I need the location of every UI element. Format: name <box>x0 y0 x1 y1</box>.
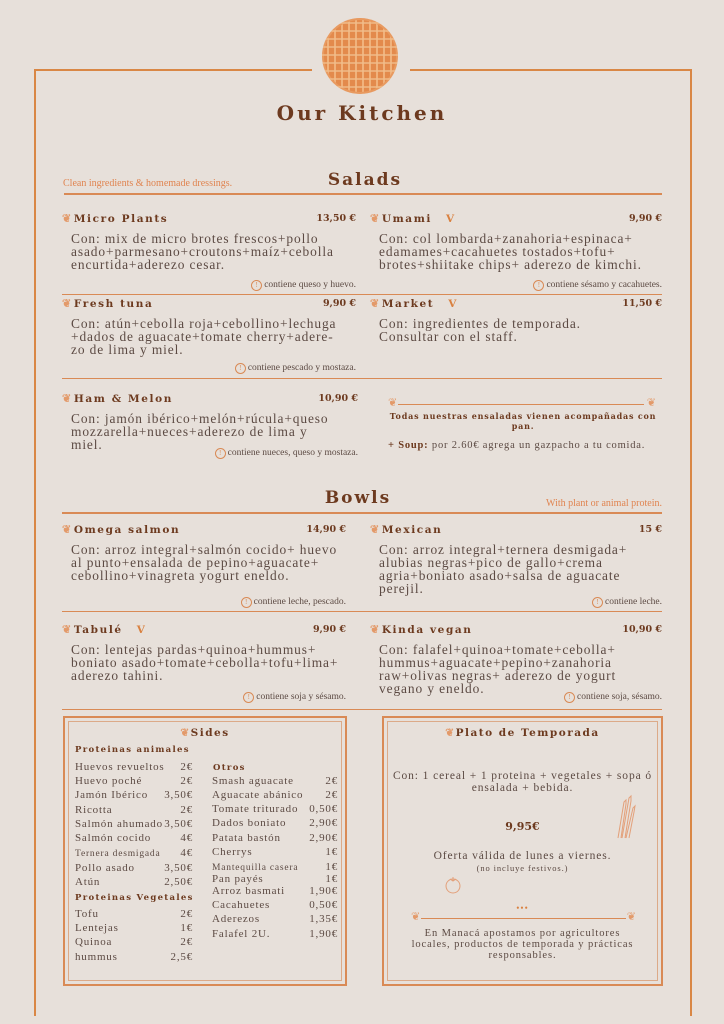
vegetarian-badge: V <box>136 624 147 636</box>
allergen-note <box>241 597 346 608</box>
side-item-price: 3,50€ <box>164 789 193 801</box>
menu-item <box>370 212 662 292</box>
side-item-name: Huevo poché <box>75 775 143 787</box>
allergen-info-icon: ! <box>241 597 252 608</box>
item-name-row <box>62 392 173 405</box>
allergen-text: contiene sésamo y cacahuetes. <box>546 280 662 290</box>
side-item-price: 2,50€ <box>164 876 193 888</box>
allergen-text: contiene queso y huevo. <box>264 280 356 290</box>
leaf-icon: ❦ <box>370 212 381 225</box>
side-item <box>75 862 193 874</box>
item-name: Mexican <box>381 524 443 536</box>
item-description: Con: atún+cebolla roja+cebollino+lechuga +dados de aguacate+tomate cherry+adere- zo de lima y miel. <box>71 316 337 357</box>
divider <box>64 193 662 195</box>
bread-note-ornament <box>388 398 656 412</box>
plato-box <box>382 716 663 986</box>
item-description: Con: jamón ibérico+melón+rúcula+queso mozzarella+nueces+aderezo de lima y miel. <box>71 411 329 452</box>
allergen-note <box>533 280 662 291</box>
plato-heading-text: Plato de Temporada <box>455 727 600 739</box>
side-item-name: Smash aguacate <box>212 775 294 787</box>
item-price: 14,90 € <box>306 524 346 535</box>
divider <box>62 709 662 710</box>
asparagus-icon <box>614 794 636 840</box>
side-item-name: Aguacate abánico <box>212 789 304 801</box>
item-description: Con: arroz integral+salmón cocido+ huevo al punto+ensalada de pepino+aguacate+ cebollino+vinagreta yogurt eneldo. <box>71 542 338 583</box>
leaf-icon: ❦ <box>388 397 398 409</box>
plato-offer-note: (no incluye festivos.) <box>476 863 569 873</box>
divider <box>62 294 662 295</box>
bowls-heading: Bowls <box>324 488 392 508</box>
side-item <box>75 761 193 773</box>
item-name-row <box>370 212 456 225</box>
side-item-price: 1,35€ <box>309 913 338 925</box>
side-item <box>75 789 193 801</box>
side-item <box>212 817 338 829</box>
vegetarian-badge: V <box>446 213 456 225</box>
menu-item <box>62 623 346 703</box>
side-item <box>75 936 193 948</box>
leaf-icon: ❦ <box>180 727 191 739</box>
item-name-row <box>370 623 473 636</box>
side-item-name: Arroz basmati <box>212 885 286 897</box>
side-item <box>75 804 193 816</box>
plato-description: Con: 1 cereal + 1 proteina + vegetales + sopa ó ensalada + bebida. <box>392 770 653 794</box>
leaf-icon: ❦ <box>62 392 73 405</box>
side-item <box>75 775 193 787</box>
item-name: Ham & Melon <box>73 393 173 405</box>
side-item-name: Jamón Ibérico <box>75 789 149 801</box>
side-item-name: Salmón ahumado <box>75 818 163 830</box>
side-item-name: Ternera desmigada <box>75 849 161 859</box>
sides-heading-text: Sides <box>190 727 230 739</box>
item-name: Tabulé <box>73 624 123 636</box>
side-item <box>75 922 193 934</box>
dots-ornament: ••• <box>516 903 529 913</box>
plato-offer: Oferta válida de lunes a viernes. <box>433 850 612 862</box>
leaf-icon: ❦ <box>626 911 636 923</box>
side-item-price: 3,50€ <box>164 862 193 874</box>
side-item-name: Patata bastón <box>212 832 281 844</box>
plato-heading <box>384 727 661 739</box>
item-price: 9,90 € <box>322 298 356 309</box>
soup-text: por 2.60€ agrega un gazpacho a tu comida. <box>431 440 646 451</box>
side-item-price: 1€ <box>325 873 338 885</box>
allergen-text: contiene pescado y mostaza. <box>247 363 356 373</box>
menu-item <box>62 297 356 377</box>
side-item-price: 1€ <box>325 861 338 873</box>
menu-item <box>62 392 358 472</box>
menu-item <box>62 212 356 292</box>
side-item-name: Huevos revueltos <box>75 761 165 773</box>
side-item-name: Tofu <box>75 908 99 920</box>
side-item-price: 2€ <box>180 804 193 816</box>
side-item-price: 2€ <box>180 761 193 773</box>
leaf-icon: ❦ <box>411 911 421 923</box>
leaf-icon: ❦ <box>62 523 73 536</box>
side-item-name: Dados boniato <box>212 817 287 829</box>
side-item-price: 2,90€ <box>309 832 338 844</box>
item-name-row <box>62 523 180 536</box>
side-item-name: Quinoa <box>75 936 113 948</box>
item-description: Con: ingredientes de temporada. Consultar con el staff. <box>379 316 581 344</box>
side-item-price: 1€ <box>325 846 338 858</box>
item-price: 9,90 € <box>312 624 346 635</box>
sides-heading <box>65 727 345 739</box>
side-item <box>75 908 193 920</box>
allergen-text: contiene soja y sésamo. <box>256 692 346 702</box>
menu-item <box>62 523 346 607</box>
item-price: 11,50 € <box>622 298 662 309</box>
allergen-note <box>564 692 662 703</box>
side-item-name: Cherrys <box>212 846 253 858</box>
salads-subtitle: Clean ingredients & homemade dressings. <box>63 178 233 189</box>
item-price: 15 € <box>638 524 662 535</box>
item-name: Omega salmon <box>73 524 181 536</box>
allergen-text: contiene leche. <box>605 597 662 607</box>
divider <box>62 611 662 612</box>
item-price: 10,90 € <box>318 393 358 404</box>
allergen-info-icon: ! <box>564 692 575 703</box>
side-item-price: 4€ <box>180 847 193 859</box>
allergen-text: contiene soja, sésamo. <box>577 692 662 702</box>
side-item-price: 3,50€ <box>164 818 193 830</box>
side-item-price: 2,90€ <box>309 817 338 829</box>
side-item-name: Pollo asado <box>75 862 135 874</box>
leaf-icon: ❦ <box>646 397 656 409</box>
plato-footer: En Manacá apostamos por agricultores locales, productos de temporada y prácticas responsables. <box>411 928 634 961</box>
allergen-info-icon: ! <box>215 448 226 459</box>
divider <box>62 512 662 514</box>
menu-item <box>370 297 662 377</box>
others-label: Otros <box>213 763 246 773</box>
side-item <box>212 873 338 885</box>
side-item-name: hummus <box>75 951 118 963</box>
side-item-price: 1€ <box>180 922 193 934</box>
side-item-price: 2€ <box>325 789 338 801</box>
leaf-icon: ❦ <box>370 523 381 536</box>
tomato-icon <box>444 876 462 894</box>
allergen-text: contiene nueces, queso y mostaza. <box>227 448 358 458</box>
side-item-name: Cacahuetes <box>212 899 271 911</box>
side-item <box>75 876 193 888</box>
item-price: 9,90 € <box>628 213 662 224</box>
side-item-name: Salmón cocido <box>75 832 152 844</box>
divider <box>62 378 662 379</box>
leaf-icon: ❦ <box>445 727 456 739</box>
allergen-note <box>215 448 358 459</box>
menu-item <box>370 523 662 607</box>
leaf-icon: ❦ <box>62 212 73 225</box>
side-item-price: 0,50€ <box>309 803 338 815</box>
footer-ornament <box>411 913 636 925</box>
side-item-name: Lentejas <box>75 922 119 934</box>
allergen-info-icon: ! <box>251 280 262 291</box>
allergen-note <box>243 692 346 703</box>
side-item-name: Falafel 2U. <box>212 928 271 940</box>
side-item-name: Atún <box>75 876 101 888</box>
side-item-price: 2€ <box>180 908 193 920</box>
side-item-price: 0,50€ <box>309 899 338 911</box>
animal-proteins-label: Proteinas animales <box>75 745 190 755</box>
side-item <box>212 846 338 858</box>
side-item-name: Pan payés <box>212 873 264 885</box>
side-item-price: 2,5€ <box>170 951 193 963</box>
side-item <box>75 951 193 963</box>
item-name-row <box>370 297 458 310</box>
side-item <box>212 913 338 925</box>
side-item-price: 1,90€ <box>309 928 338 940</box>
side-item <box>212 803 338 815</box>
leaf-icon: ❦ <box>62 623 73 636</box>
item-description: Con: lentejas pardas+quinoa+hummus+ boniato asado+tomate+cebolla+tofu+lima+ aderezo tahini. <box>71 642 339 683</box>
side-item <box>75 832 193 844</box>
allergen-info-icon: ! <box>533 280 544 291</box>
logo-medallion <box>322 18 398 94</box>
bread-note: Todas nuestras ensaladas vienen acompañadas con pan. <box>389 411 657 431</box>
side-item <box>212 775 338 787</box>
leaf-icon: ❦ <box>370 297 381 310</box>
side-item <box>75 818 193 830</box>
soup-label: + Soup: <box>388 440 429 451</box>
side-item-price: 1,90€ <box>309 885 338 897</box>
side-item <box>212 899 338 911</box>
item-description: Con: mix de micro brotes frescos+pollo asado+parmesano+croutons+maíz+cebolla encurtida+aderezo cesar. <box>71 231 334 272</box>
side-item-name: Aderezos <box>212 913 260 925</box>
side-item <box>212 789 338 801</box>
item-name: Market <box>381 298 435 310</box>
side-item-name: Mantequilla casera <box>212 863 299 873</box>
side-item-name: Tomate triturado <box>212 803 299 815</box>
side-item-price: 2€ <box>325 775 338 787</box>
divider <box>421 918 626 919</box>
leaf-icon: ❦ <box>370 623 381 636</box>
allergen-note <box>251 280 356 291</box>
sides-box <box>63 716 347 986</box>
item-price: 13,50 € <box>316 213 356 224</box>
soup-addon <box>388 440 645 451</box>
item-name-row <box>62 623 146 636</box>
allergen-note <box>592 597 662 608</box>
side-item <box>212 832 338 844</box>
allergen-text: contiene leche, pescado. <box>253 597 346 607</box>
item-description: Con: col lombarda+zanahoria+espinaca+ edamames+cacahuetes tostados+tofu+ brotes+shiitake chips+ aderezo de kimchi. <box>379 231 642 272</box>
side-item-name: Ricotta <box>75 804 113 816</box>
item-name: Fresh tuna <box>73 298 154 310</box>
item-description: Con: arroz integral+ternera desmigada+ alubias negras+pico de gallo+crema agria+boniato asado+salsa de aguacate perejil. <box>379 542 628 596</box>
item-price: 10,90 € <box>622 624 662 635</box>
allergen-info-icon: ! <box>243 692 254 703</box>
divider <box>398 404 644 405</box>
page-title: Our Kitchen <box>276 101 448 125</box>
salads-heading: Salads <box>327 170 403 190</box>
vegetarian-badge: V <box>448 298 458 310</box>
side-item <box>75 847 193 859</box>
leaf-icon: ❦ <box>62 297 73 310</box>
allergen-info-icon: ! <box>235 363 246 374</box>
allergen-info-icon: ! <box>592 597 603 608</box>
bowls-subtitle: With plant or animal protein. <box>546 498 662 509</box>
item-name: Umami <box>381 213 432 225</box>
item-name-row <box>370 523 442 536</box>
item-name: Micro Plants <box>73 213 169 225</box>
side-item-price: 2€ <box>180 775 193 787</box>
item-description: Con: falafel+quinoa+tomate+cebolla+ hummus+aguacate+pepino+zanahoria raw+olivas negras+ aderezo de yogurt vegano y eneldo. <box>379 642 617 696</box>
item-name-row <box>62 212 168 225</box>
menu-item <box>370 623 662 703</box>
side-item <box>212 928 338 940</box>
side-item-price: 4€ <box>180 832 193 844</box>
item-name: Kinda vegan <box>381 624 473 636</box>
vegetable-proteins-label: Proteinas Vegetales <box>75 893 194 903</box>
side-item-price: 2€ <box>180 936 193 948</box>
plato-price: 9,95€ <box>505 820 540 833</box>
side-item <box>212 885 338 897</box>
side-item <box>212 861 338 873</box>
item-name-row <box>62 297 153 310</box>
allergen-note <box>235 363 356 374</box>
